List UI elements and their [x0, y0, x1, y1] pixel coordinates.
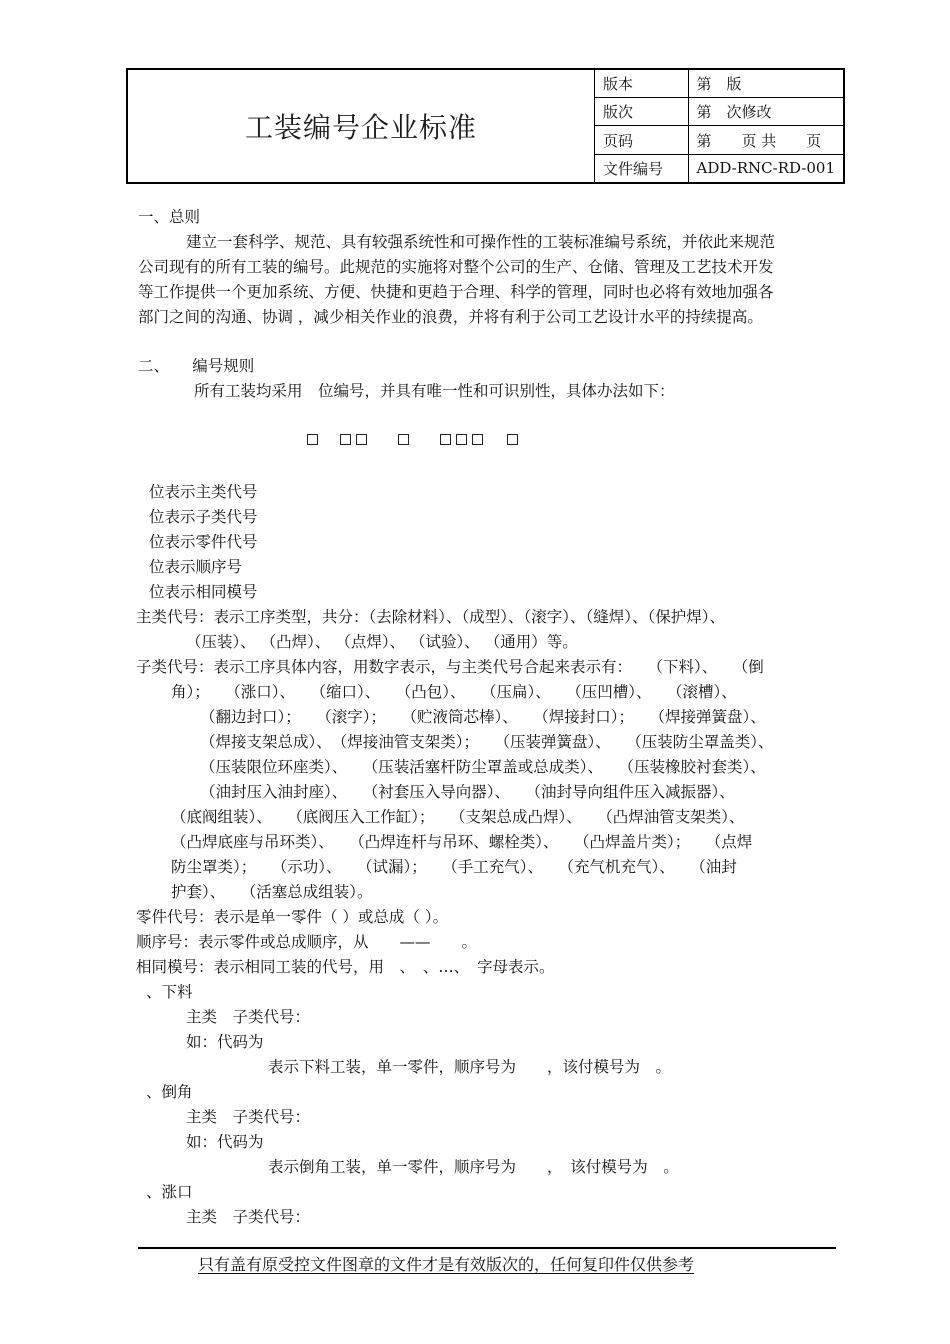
meta-value: 第 页 共 页 — [688, 126, 843, 154]
section-heading-rules: 二、 编号规则 — [138, 357, 255, 375]
example-heading: 、下料 — [146, 983, 193, 1001]
footer-divider — [138, 1247, 836, 1249]
paragraph-line: 等工作提供一个更加系统、方便、快捷和更趋于合理、科学的管理，同时也必将有效地加强各 — [138, 283, 774, 301]
example-line: 主类 子类代号： — [186, 1208, 311, 1226]
example-heading: 、涨口 — [146, 1183, 193, 1201]
definition-line: 相同模号：表示相同工装的代号，用 、 、…、 字母表示。 — [136, 958, 555, 976]
example-line: 如：代码为 — [186, 1033, 264, 1051]
example-line: 表示下料工装，单一零件，顺序号为 ，该付模号为 。 — [268, 1058, 672, 1076]
meta-value: 第 版 — [688, 70, 843, 98]
footer-note: 只有盖有原受控文件图章的文件才是有效版次的，任何复印件仅供参考 — [198, 1255, 695, 1274]
code-box — [507, 434, 518, 445]
code-box — [398, 434, 409, 445]
definition-line: （焊接支架总成）、 （焊接油管支架类）； （压装弹簧盘）、 （压装防尘罩盖类）、 — [200, 733, 774, 751]
definition-line: 主类代号：表示工序类型，共分：（去除材料）、（成型）、（滚字）、（缝焊）、（保护焊）、 — [136, 608, 726, 626]
code-format-boxes — [0, 430, 950, 454]
definition-line: 角）； （涨口）、 （缩口）、 （凸包）、 （压扁）、 （压凹槽）、 （滚槽）、 — [171, 683, 737, 701]
paragraph-line: 所有工装均采用 位编号，并具有唯一性和可识别性，具体办法如下： — [194, 382, 675, 400]
meta-row-revision — [595, 98, 844, 126]
code-box — [340, 434, 351, 445]
definition-line: 子类代号：表示工序具体内容，用数字表示，与主类代号合起来表示有： （下料）、 （倒 — [136, 658, 764, 676]
code-position-line: 位表示相同模号 — [149, 583, 258, 601]
section-heading-general: 一、总则 — [138, 208, 201, 226]
meta-row-version — [595, 70, 844, 98]
code-position-line: 位表示零件代号 — [149, 533, 258, 551]
document-header — [126, 68, 845, 184]
meta-key: 页码 — [595, 126, 689, 154]
definition-line: （凸焊底座与吊环类）、 （凸焊连杆与吊环、螺栓类）、 （凸焊盖片类）； （点焊 — [171, 833, 753, 851]
meta-value: 第 次修改 — [688, 98, 843, 126]
example-line: 表示倒角工装，单一零件，顺序号为 ， 该付模号为 。 — [268, 1158, 679, 1176]
definition-line: （油封压入油封座）、 （衬套压入导向器）、 （油封导向组件压入减振器）、 — [200, 783, 735, 801]
code-box — [456, 434, 467, 445]
definition-line: 防尘罩类）； （示功）、 （试漏）； （手工充气）、 （充气机充气）、 （油封 — [171, 858, 737, 876]
definition-line: （翻边封口）； （滚字）； （贮液筒芯棒）、 （焊接封口）； （焊接弹簧盘）、 — [200, 708, 766, 726]
code-box — [440, 434, 451, 445]
meta-key: 版次 — [595, 98, 689, 126]
definition-line: 护套）、 （活塞总成组装）。 — [171, 883, 373, 901]
code-position-line: 位表示子类代号 — [149, 508, 258, 526]
definition-line: （底阀组装）、 （底阀压入工作缸）； （支架总成凸焊）、 （凸焊油管支架类）、 — [171, 808, 745, 826]
code-position-line: 位表示顺序号 — [149, 558, 243, 576]
meta-value: ADD-RNC-RD-001 — [688, 154, 843, 182]
code-box — [472, 434, 483, 445]
document-meta-table — [594, 70, 843, 182]
example-heading: 、倒角 — [146, 1083, 193, 1101]
example-line: 如：代码为 — [186, 1133, 264, 1151]
definition-line: 顺序号：表示零件或总成顺序，从 —— 。 — [136, 933, 478, 951]
paragraph-line: 公司现有的所有工装的编号。此规范的实施将对整个公司的生产、仓储、管理及工艺技术开发 — [138, 258, 774, 276]
paragraph-line: 建立一套科学、规范、具有较强系统性和可操作性的工装标准编号系统，并依此来规范 — [186, 233, 776, 251]
definition-line: （压装）、 （凸焊）、 （点焊）、 （试验）、 （通用）等。 — [186, 633, 578, 651]
example-line: 主类 子类代号： — [186, 1108, 311, 1126]
code-position-line: 位表示主类代号 — [149, 483, 258, 501]
definition-line: （压装限位环座类）、 （压装活塞杆防尘罩盖或总成类）、 （压装橡胶衬套类）、 — [200, 758, 766, 776]
meta-row-doc-number — [595, 154, 844, 182]
code-box — [307, 434, 318, 445]
meta-row-page — [595, 126, 844, 154]
meta-key: 版本 — [595, 70, 689, 98]
meta-key: 文件编号 — [595, 154, 689, 182]
document-title: 工装编号企业标准 — [244, 111, 477, 144]
paragraph-line: 部门之间的沟通、协调 ，减少相关作业的浪费，并将有利于公司工艺设计水平的持续提高。 — [138, 308, 763, 326]
definition-line: 零件代号：表示是单一零件（ ）或总成（ ）。 — [136, 908, 449, 926]
example-line: 主类 子类代号： — [186, 1008, 311, 1026]
code-box — [356, 434, 367, 445]
